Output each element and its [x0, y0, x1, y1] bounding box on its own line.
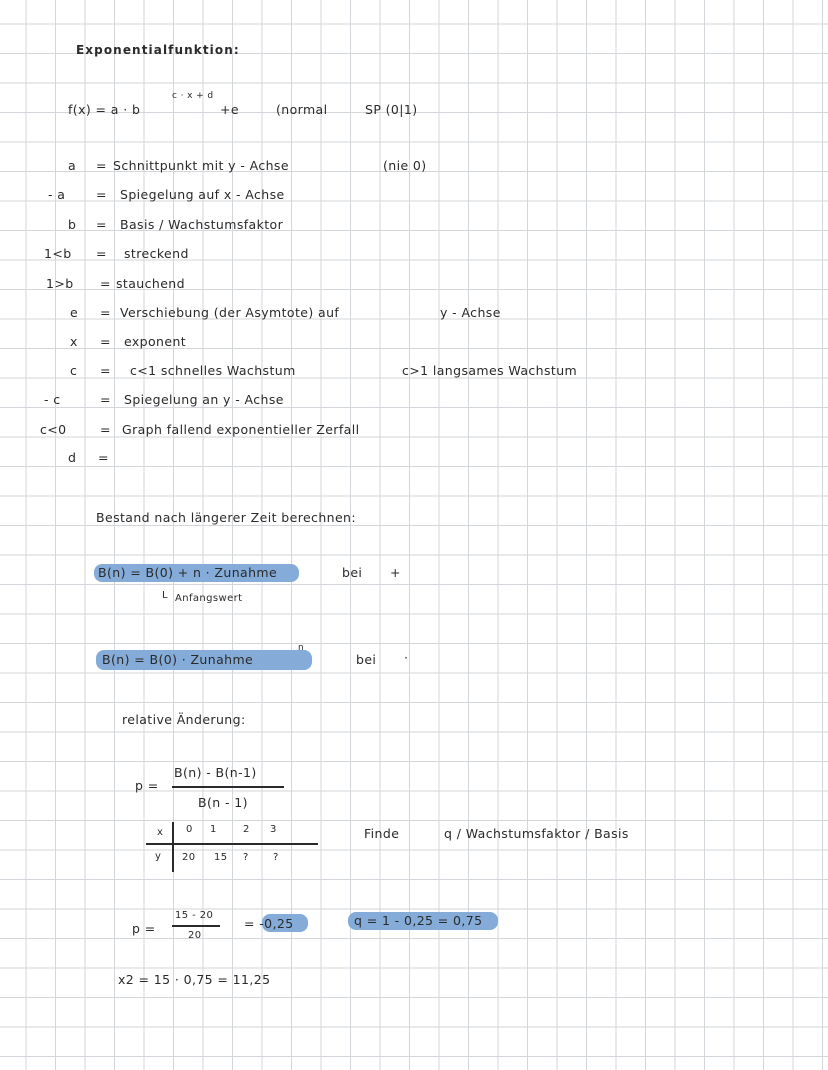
calc-numerator: 15 - 20	[175, 910, 214, 921]
linear-sign: +	[390, 565, 401, 580]
relative-denominator: B(n - 1)	[198, 795, 248, 810]
linear-formula: B(n) = B(0) + n · Zunahme	[98, 565, 278, 580]
table-x-cell: 0	[186, 824, 193, 835]
definition-symbol: c<0	[40, 422, 67, 437]
definition-symbol: x	[70, 334, 78, 349]
definition-text: exponent	[124, 334, 187, 349]
relative-numerator: B(n) - B(n-1)	[174, 765, 257, 780]
exponential-bei: bei	[356, 652, 377, 667]
table-x-cell: 2	[243, 824, 250, 835]
exponential-formula: B(n) = B(0) · Zunahme	[102, 652, 254, 667]
definition-symbol: 1<b	[44, 246, 72, 261]
calc-denominator: 20	[188, 930, 202, 941]
formula-tail: +e	[220, 102, 239, 117]
definition-equals: =	[100, 392, 111, 407]
bestand-heading: Bestand nach längerer Zeit berechnen:	[96, 510, 356, 525]
definition-symbol: e	[70, 305, 79, 320]
definition-extra: y - Achse	[440, 305, 501, 320]
definition-equals: =	[98, 450, 109, 465]
relative-heading: relative Änderung:	[122, 712, 246, 727]
definition-equals: =	[96, 187, 107, 202]
definition-symbol: a	[68, 158, 77, 173]
definition-extra: c>1 langsames Wachstum	[402, 363, 578, 378]
definition-equals: =	[100, 276, 111, 291]
table-y-cell: 15	[214, 852, 228, 863]
calc-fraction-bar	[172, 925, 220, 927]
table-target: q / Wachstumsfaktor / Basis	[444, 826, 629, 841]
definition-text: stauchend	[116, 276, 185, 291]
exponential-sign: ·	[404, 650, 409, 665]
definition-symbol: c	[70, 363, 78, 378]
formula-note: (normal	[276, 102, 328, 117]
linear-bei: bei	[342, 565, 363, 580]
definition-equals: =	[100, 422, 111, 437]
table-x-cell: 1	[210, 824, 217, 835]
formula-exponent: c · x + d	[172, 91, 214, 101]
table-y-cell: 20	[182, 852, 196, 863]
calc-p-label: p =	[132, 921, 156, 936]
table-horizontal-line	[146, 843, 318, 845]
definition-symbol: d	[68, 450, 77, 465]
table-y-cell: ?	[243, 852, 249, 863]
definition-text: Spiegelung auf x - Achse	[120, 187, 285, 202]
fraction-bar	[172, 786, 284, 788]
definition-text: Verschiebung (der Asymtote) auf	[120, 305, 340, 320]
calc-q: q = 1 - 0,25 = 0,75	[354, 913, 483, 928]
table-instruction: Finde	[364, 826, 400, 841]
anfangswert-label: Anfangswert	[175, 593, 243, 604]
exponential-exponent: n	[298, 643, 305, 653]
definition-text: Basis / Wachstumsfaktor	[120, 217, 284, 232]
definition-equals: =	[100, 334, 111, 349]
definition-text: Spiegelung an y - Achse	[124, 392, 284, 407]
relative-p-label: p =	[135, 778, 159, 793]
calc-x2: x2 = 15 · 0,75 = 11,25	[118, 972, 271, 987]
definition-extra: (nie 0)	[383, 158, 427, 173]
definition-equals: =	[96, 158, 107, 173]
table-y-cell: ?	[273, 852, 279, 863]
table-vertical-line	[172, 822, 174, 872]
table-x-label: x	[157, 827, 164, 838]
definition-symbol: b	[68, 217, 77, 232]
formula-sp: SP (0|1)	[365, 102, 418, 117]
definition-symbol: - a	[48, 187, 66, 202]
definition-symbol: - c	[44, 392, 61, 407]
formula-lhs: f(x) = a · b	[68, 102, 141, 117]
definition-text: c<1 schnelles Wachstum	[130, 363, 296, 378]
definition-text: Schnittpunkt mit y - Achse	[113, 158, 289, 173]
definition-equals: =	[96, 246, 107, 261]
page-title: Exponentialfunktion:	[76, 43, 240, 57]
definition-text: Graph fallend exponentieller Zerfall	[122, 422, 360, 437]
anfangswert-arrow: L	[162, 590, 168, 601]
calc-result: = -0,25	[244, 916, 294, 931]
table-x-cell: 3	[270, 824, 277, 835]
definition-equals: =	[96, 217, 107, 232]
definition-equals: =	[100, 363, 111, 378]
definition-text: streckend	[124, 246, 189, 261]
definition-equals: =	[100, 305, 111, 320]
definition-symbol: 1>b	[46, 276, 74, 291]
table-y-label: y	[155, 851, 162, 862]
